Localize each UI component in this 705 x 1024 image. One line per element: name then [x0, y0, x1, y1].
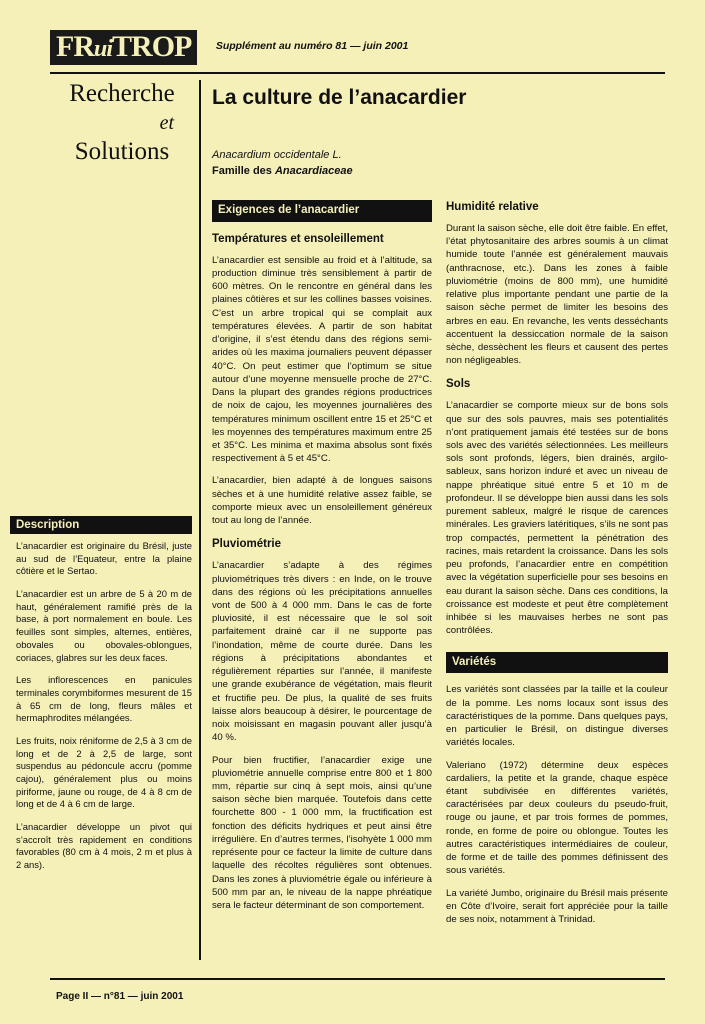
brand-line-2: et	[159, 111, 174, 134]
fruitrop-logo	[50, 30, 197, 65]
logo-upper: FR	[56, 30, 94, 63]
body-paragraph: L’anacardier est sensible au froid et à l’altitude, sa production diminue très sensiblement à partir de 600 mètres. On le rencontre en général dans les plaines côtières et sur les collines basses voisines. C’est un arbre tropical qui se complait aux températures élevées. A partir de son habitat d’origine, il s’est étendu dans des régions semi-arides où les maxima journaliers peuvent dépasser 40°C. On peut estimer que l’optimum se situe autour d’une moyenne mensuelle proche de 27°C. Dans la plupart des grandes régions productrices de noix de cajou, les moyennes journalières des températures minimum oscillent entre 15 et 25°C et les moyennes des températures maximum entre 25 et 35°C. Les minima et maxima absolus sont fixés respectivement à 5 et 45°C.	[212, 254, 432, 465]
subheading-humidite: Humidité relative	[446, 201, 539, 213]
sidebar-paragraph: L’anacardier développe un pivot qui s’accroît très rapidement en conditions favorables (80 cm à 4 mois, 2 m et plus à 2 ans).	[16, 821, 192, 871]
family-name: Anacardiaceae	[274, 164, 353, 177]
body-paragraph: Valeriano (1972) détermine deux espèces cardaliers, la petite et la grande, chaque espèce étant subdivisée en différentes variétés, caractérisées par deux couleurs du pseudo-fruit, rouge ou jaune, et par trois formes de pommes, ronde, en forme de poire ou oblongue. Toutes les autres caractéristiques intermédiaires de couleur, de forme et de taille des pommes définissent des sous variétés.	[446, 759, 668, 877]
supplement-line: Supplément au numéro 81 — juin 2001	[215, 40, 409, 52]
article-subtitle	[212, 148, 512, 180]
sidebar-paragraph: Les fruits, noix réniforme de 2,5 à 3 cm de long et de 2 à 2,5 de large, sont suspendus au pédoncule accru (pomme cajou), généralement plus ou moins piriforme, jaune ou rouge, de 4 à 8 cm de long et de 4 à 6 cm de large.	[16, 734, 192, 810]
body-paragraph: La variété Jumbo, originaire du Brésil mais présente en Côte d’Ivoire, serait fort appréciée pour la taille de ses noix, notamment à Trinidad.	[446, 887, 668, 926]
body-paragraph: L’anacardier se comporte mieux sur de bons sols que sur des sols pauvres, mais ses potentialités n’ont pratiquement jamais été testées sur de bons sols avec des variétés sélectionnées. Les meilleurs sols sont profonds, légers, bien drainés, argilo-sableux, sans horizon induré et avec un niveau de nappe phréatique situé entre 5 et 10 m de profondeur. Il se développe bien aussi dans les sols purement sableux, malgré le risque de carences minérales. Les graviers latéritiques, s’ils ne sont pas trop compactés, permettent la pénétration des racines, mais retardent la croissance. Dans les sols peu profonds, l’anacardier entre en compétition avec la végétation superficielle pour ses besoins en eau durant la saison sèche. Dans ces conditions, la croissance est modeste et peut être complètement inhibée si les mauvaises herbes ne sont pas contrôlées.	[446, 400, 668, 637]
sidebar-heading-description: Description	[10, 516, 192, 534]
footer-text: Page II — n°81 — juin 2001	[56, 991, 184, 1002]
logo-upper2: TROP	[112, 30, 192, 63]
sidebar-body	[16, 540, 192, 882]
text-column-1	[212, 200, 432, 921]
sidebar-paragraph: L’anacardier est originaire du Brésil, juste au sud de l’Equateur, entre la plaine côtière et le Sertao.	[16, 540, 192, 577]
body-paragraph: Pour bien fructifier, l’anacardier exige une pluviométrie annuelle comprise entre 800 et 1 800 mm, répartie sur cinq à sept mois, ainsi qu’une saison sèche bien marquée. Toutefois dans cette fourchette 800 - 1 000 mm, la fructification est fonction des déficits hydriques et peut ainsi être irrégulière. En d’autres termes, l’isohyète 1 000 mm représente pour ce facteur la limite de culture dans laquelle des récoltes régulières sont obtenues. Dans les zones à pluviométrie égale ou inférieure à 500 mm par an, le niveau de la nappe phréatique sera le facteur déterminant de son comportement.	[212, 754, 432, 912]
brand-line-3: Solutions	[74, 137, 170, 165]
family-label: Famille des	[212, 164, 272, 177]
section-brand	[52, 80, 192, 165]
body-paragraph: L’anacardier, bien adapté à de longues saisons sèches et à une humidité relative assez faible, se comporte mieux avec un ensoleillement généreux tout au long de l’année.	[212, 475, 432, 527]
sidebar-paragraph: Les inflorescences en panicules terminales corymbiformes mesurent de 15 à 65 cm de long, fleurs mâles et hermaphrodites mélangées.	[16, 674, 192, 724]
species-name: Anacardium occidentale L.	[212, 149, 342, 161]
body-paragraph: Durant la saison sèche, elle doit être faible. En effet, l’état phytosanitaire des arbres soumis à un climat humide toute l’année est généralement mauvais (anthracnose, etc.). Dans les zones à faible pluviométrie (moins de 800 mm), une humidité relative plus importante pendant une partie de la saison sèche permet de limiter les besoins des arbres en eau. En revanche, les vents desséchants accentuent la dessiccation normale de la saison sèche, dessèchent les fleurs et causent des pertes non négligeables.	[446, 222, 668, 367]
subheading-pluviometrie: Pluviométrie	[212, 538, 282, 551]
brand-line-1: Recherche	[69, 80, 175, 107]
subheading-temperatures: Températures et ensoleillement	[212, 232, 384, 245]
footer-divider	[50, 978, 665, 980]
section-heading-exigences: Exigences de l’anacardier	[212, 200, 432, 222]
body-paragraph: Les variétés sont classées par la taille et la couleur de la pomme. Les noms locaux sont issus des caractéristiques de la pomme. Dans quelques pays, en particulier le Brésil, on distingue diverses variétés locales.	[446, 684, 668, 749]
header-divider	[50, 72, 665, 74]
sidebar-paragraph: L’anacardier est un arbre de 5 à 20 m de haut, généralement ramifié près de la base, à port normalement en boule. Les feuilles sont simples, alternes, entières, obovales ou obovales-oblongues, coriaces, glabres sur les deux faces.	[16, 588, 192, 663]
section-heading-varietes: Variétés	[446, 652, 668, 674]
subheading-sols: Sols	[446, 378, 471, 391]
logo-italic: ui	[94, 36, 113, 62]
body-paragraph: L’anacardier s’adapte à des régimes pluviométriques très divers : en Inde, on le trouve dans des régions où les précipitations annuelles vont de 500 à 4 000 mm. Dans le cas de forte pluviosité, il est nécessaire que le sol soit parfaitement drainé car il ne supporte pas l’inondation, même de courte durée. Dans les régions à précipitations abondantes et régulièrement réparties sur l’année, il manifeste une grande exubérance de végétation, mais fleurit et fructifie peu. De plus, la qualité de ses fruits laisse alors beaucoup à désirer, le pourcentage de noix moisissant en magasin pouvant aller jusqu’à 40 %.	[212, 560, 432, 744]
vertical-divider	[199, 80, 201, 960]
page-title: La culture de l’anacardier	[212, 86, 467, 109]
text-column-2	[446, 200, 668, 935]
masthead	[50, 30, 665, 70]
